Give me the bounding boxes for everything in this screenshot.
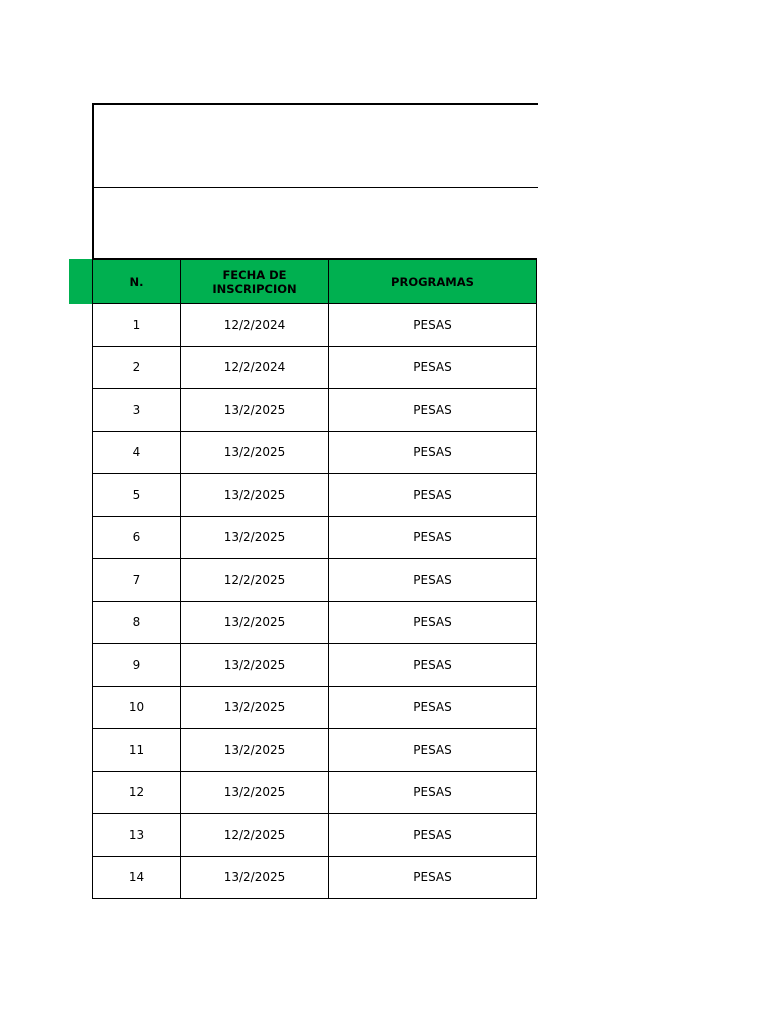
cell-number: 4 [93, 431, 181, 474]
cell-registration-date: 12/2/2025 [181, 814, 329, 857]
table-row [93, 814, 537, 857]
cell-number: 11 [93, 729, 181, 772]
cell-number: 6 [93, 516, 181, 559]
table-row [93, 516, 537, 559]
cell-registration-date: 13/2/2025 [181, 856, 329, 899]
header-divider [94, 187, 538, 188]
table-body [93, 304, 537, 899]
cell-program: PESAS [329, 729, 537, 772]
table-row [93, 771, 537, 814]
cell-number: 2 [93, 346, 181, 389]
cell-program: PESAS [329, 601, 537, 644]
table-row [93, 856, 537, 899]
table-row [93, 601, 537, 644]
table-row [93, 686, 537, 729]
cell-number: 5 [93, 474, 181, 517]
table-row [93, 474, 537, 517]
cell-registration-date: 13/2/2025 [181, 389, 329, 432]
cell-number: 14 [93, 856, 181, 899]
cell-program: PESAS [329, 771, 537, 814]
cell-program: PESAS [329, 431, 537, 474]
cell-program: PESAS [329, 389, 537, 432]
cell-registration-date: 13/2/2025 [181, 601, 329, 644]
cell-number: 8 [93, 601, 181, 644]
cell-program: PESAS [329, 304, 537, 347]
cell-registration-date: 13/2/2025 [181, 729, 329, 772]
column-header-program: PROGRAMAS [329, 259, 537, 304]
document-header-area [92, 103, 538, 259]
cell-program: PESAS [329, 644, 537, 687]
cell-number: 1 [93, 304, 181, 347]
column-header-number: N. [93, 259, 181, 304]
cell-program: PESAS [329, 686, 537, 729]
table-header-row [93, 259, 537, 304]
cell-program: PESAS [329, 856, 537, 899]
cell-registration-date: 12/2/2024 [181, 346, 329, 389]
table-row [93, 346, 537, 389]
table-row [93, 389, 537, 432]
column-header-date: FECHA DE INSCRIPCION [181, 259, 329, 304]
registration-table [92, 258, 537, 899]
table-row [93, 729, 537, 772]
cell-registration-date: 13/2/2025 [181, 644, 329, 687]
cell-number: 10 [93, 686, 181, 729]
table-row [93, 644, 537, 687]
table-row [93, 304, 537, 347]
cell-registration-date: 13/2/2025 [181, 431, 329, 474]
cell-program: PESAS [329, 346, 537, 389]
cell-number: 3 [93, 389, 181, 432]
cell-program: PESAS [329, 814, 537, 857]
cell-program: PESAS [329, 474, 537, 517]
row-marker [69, 259, 93, 304]
cell-program: PESAS [329, 516, 537, 559]
cell-program: PESAS [329, 559, 537, 602]
table-row [93, 559, 537, 602]
cell-registration-date: 13/2/2025 [181, 474, 329, 517]
cell-number: 12 [93, 771, 181, 814]
cell-registration-date: 13/2/2025 [181, 686, 329, 729]
cell-registration-date: 12/2/2025 [181, 559, 329, 602]
cell-number: 7 [93, 559, 181, 602]
cell-registration-date: 13/2/2025 [181, 771, 329, 814]
cell-number: 9 [93, 644, 181, 687]
cell-registration-date: 13/2/2025 [181, 516, 329, 559]
table-row [93, 431, 537, 474]
cell-registration-date: 12/2/2024 [181, 304, 329, 347]
cell-number: 13 [93, 814, 181, 857]
